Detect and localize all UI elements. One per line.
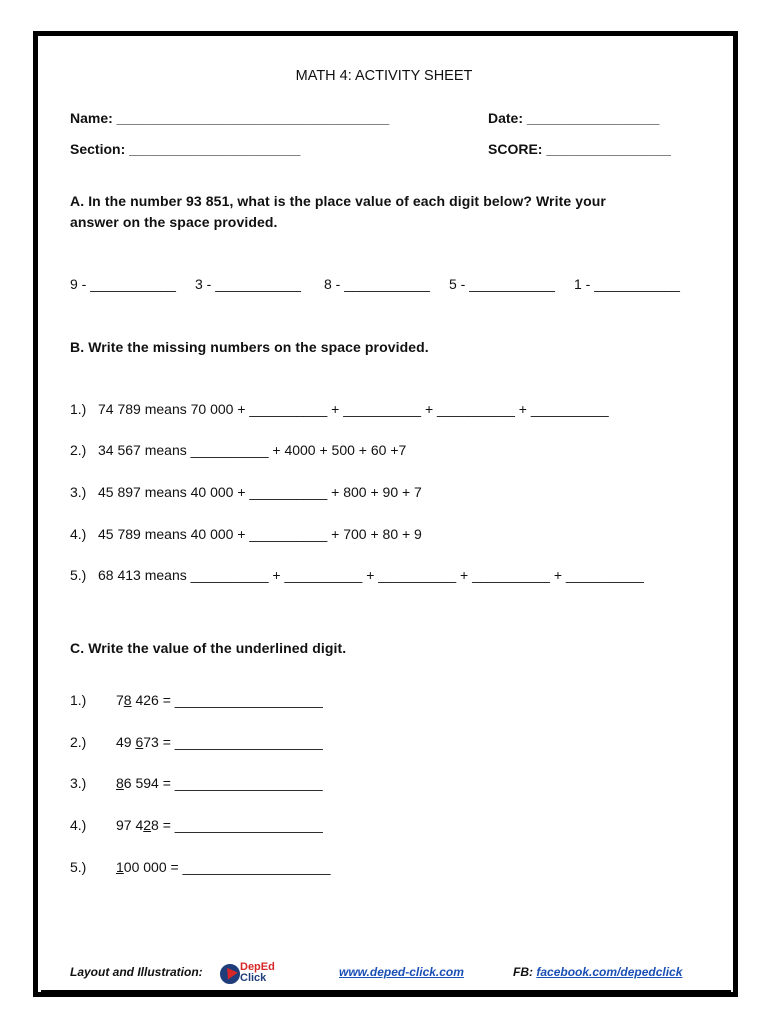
date-field[interactable]: Date: _________________ (488, 110, 660, 126)
section-b-title: B. Write the missing numbers on the space provided. (70, 339, 429, 355)
section-b-item-5[interactable]: 5.) 68 413 means __________ + __________ + __________ + __________ + __________ (70, 567, 644, 583)
section-a-title-line1: A. In the number 93 851, what is the place value of each digit below? Write your (70, 193, 606, 209)
fb-label: FB: (513, 965, 533, 979)
logo-text-top: DepEd (240, 961, 275, 973)
post-digits: 426 = ___________________ (131, 692, 323, 708)
score-field[interactable]: SCORE: ________________ (488, 141, 671, 157)
facebook-link[interactable]: facebook.com/depedclick (536, 965, 683, 979)
name-field[interactable]: Name: ___________________________________ (70, 110, 390, 126)
pre-digits: 97 4 (116, 817, 144, 833)
post-digits: 8 = ___________________ (151, 817, 323, 833)
section-c-item-3-number: 3.) (70, 775, 87, 791)
underlined-digit: 8 (116, 775, 124, 791)
section-a-item-5[interactable]: 5 - ___________ (449, 276, 555, 292)
section-c-item-5-number: 5.) (70, 859, 87, 875)
section-c-item-1[interactable] (116, 692, 323, 708)
post-digits: 00 000 = ___________________ (123, 859, 331, 875)
section-b-item-2[interactable]: 2.) 34 567 means __________ + 4000 + 500 + 60 +7 (70, 442, 407, 458)
section-a-item-1[interactable]: 1 - ___________ (574, 276, 680, 292)
logo-text-bottom: Click (240, 972, 267, 984)
section-c-item-4[interactable] (116, 817, 323, 833)
underlined-digit: 8 (123, 692, 132, 708)
section-a-item-3[interactable]: 3 - ___________ (195, 276, 301, 292)
post-digits: 73 = ___________________ (143, 734, 323, 750)
underlined-digit: 1 (116, 859, 124, 875)
layout-label: Layout and Illustration: (70, 965, 203, 979)
sheet-title: MATH 4: ACTIVITY SHEET (295, 68, 473, 84)
post-digits: 6 594 = ___________________ (123, 775, 323, 791)
underlined-digit: 2 (143, 817, 152, 833)
fb-group (513, 965, 682, 979)
pre-digits: 7 (116, 692, 124, 708)
page-border (33, 31, 738, 997)
section-a-title-line2: answer on the space provided. (70, 214, 278, 230)
section-c-item-1-number: 1.) (70, 692, 87, 708)
underlined-digit: 6 (135, 734, 144, 750)
section-a-item-9[interactable]: 9 - ___________ (70, 276, 176, 292)
deped-click-logo (219, 960, 279, 986)
section-c-item-3[interactable] (116, 775, 323, 791)
section-a-item-8[interactable]: 8 - ___________ (324, 276, 430, 292)
pre-digits: 49 (116, 734, 136, 750)
section-c-title: C. Write the value of the underlined digit. (70, 640, 347, 656)
website-link[interactable]: www.deped-click.com (339, 965, 464, 979)
section-b-item-1[interactable]: 1.) 74 789 means 70 000 + __________ + __________ + __________ + __________ (70, 401, 609, 417)
section-b-item-4[interactable]: 4.) 45 789 means 40 000 + __________ + 700 + 80 + 9 (70, 526, 422, 542)
section-field[interactable]: Section: ______________________ (70, 141, 301, 157)
section-b-item-3[interactable]: 3.) 45 897 means 40 000 + __________ + 800 + 90 + 7 (70, 484, 422, 500)
section-c-item-5[interactable] (116, 859, 331, 875)
section-c-item-4-number: 4.) (70, 817, 87, 833)
section-c-item-2[interactable] (116, 734, 323, 750)
footer-rule (41, 990, 731, 992)
section-c-item-2-number: 2.) (70, 734, 87, 750)
